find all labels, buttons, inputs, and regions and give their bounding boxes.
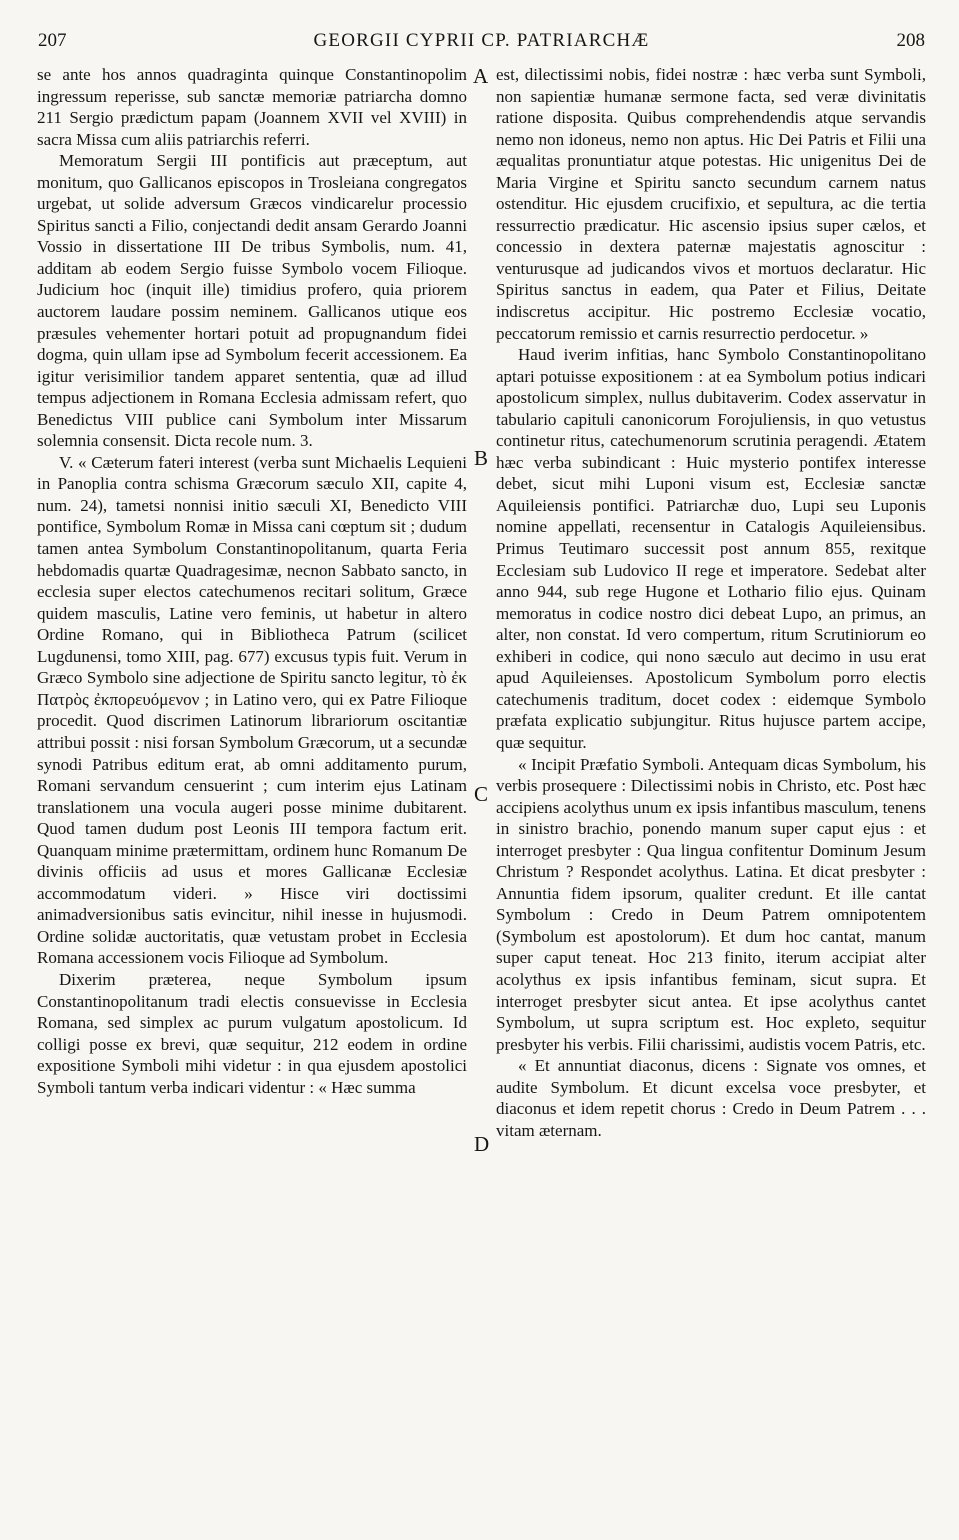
- margin-letter-c: C: [474, 782, 489, 806]
- page-number-right: 208: [896, 30, 925, 51]
- page-header: [38, 30, 925, 54]
- left-paragraph-2: Memoratum Sergii III pontificis aut præceptum, aut monitum, quo Gallicanos episcopos in Trosleiana congregatos urgebat, ut solide adversum Græcos vindicarelur processio Spiritus sancti a Filio, conjectandi dedit ansam Gerardo Joanni Vossio in dissertatione III De tribus Symbolis, num. 41, additam ab eodem Sergio fuisse Symbolo vocem Filioque. Judicium hoc (inquit ille) timidius profero, quia priorem auctorem laudare possim neminem. Gallicanos utique eos præsules vehementer hortari potuit ad propugnandum fidei dogma, quin ullam ipse ad Symbolum fecerit accessionem. Ea igitur verisimilior tandem apparet sententia, quæ ad illud tempus adjectionem in Romana Ecclesia admissam refert, quo Benedictus VIII publice cani Symbolum inter Missarum solemnia consensit. Dicta recole num. 3.: [37, 151, 467, 451]
- margin-letter-d: D: [474, 1132, 490, 1156]
- right-paragraph-4: « Et annuntiat diaconus, dicens : Signate vos omnes, et audite Symbolum. Et dicunt excelsa voce presbyter, et diaconus et idem repetit chorus : Credo in Deum Patrem . . . vitam æternam.: [496, 1056, 926, 1140]
- right-column: [496, 64, 926, 1141]
- left-column: [37, 64, 467, 1098]
- right-paragraph-2: Haud iverim infitias, hanc Symbolo Constantinopolitano aptari potuisse expositionem : at ea Symbolum potius indicari apostolicum simplex, nullus dubitaverim. Codex asservatur in tabulario capituli canonicorum Forojuliensis, in quo vetustus continetur ritus, catechumenorum scrutinia peragendi. Ætatem hæc verba subindicant : Huic mysterio pontifex interesse debet, sicut mihi Luponi visum est, Ecclesiæ sanctæ Aquileiensis pontifici. Patriarchæ duo, Lupi seu Luponis nomine appellati, recensentur in Catalogis Aquileiensibus. Primus Teutimaro successit post annum 855, rexitque Ecclesiam sub Ludovico II rege et imperatore. Sedebat alter anno 944, sub rege Hugone et Lothario filio ejus. Quinam memoratus in codice nostro dici debeat Lupo, an primus, an alter, non constat. Id vero compertum, ritum Scrutiniorum eo exhiberi in codice, qui nono sæculo aut decimo in usu erat apud Aquileienses. Apostolicum Symbolum porro electis catechumenis traditum, docet codex : eidemque Symbolo præfata explicatio subjungitur. Ritus hujusce partem accipe, quæ sequitur.: [496, 345, 926, 752]
- right-paragraph-3: « Incipit Præfatio Symboli. Antequam dicas Symbolum, his verbis prosequere : Dilectissimi nobis in Christo, etc. Post hæc accipiens acolythus unum ex ipsis infantibus masculum, tenens in sinistro brachio, ponendo manum super caput ejus : et interroget presbyter : Qua lingua confitentur Dominum Jesum Christum ? Respondet acolythus. Latina. Et dicat presbyter : Annuntia fidem ipsorum, qualiter credunt. Et ille cantat Symbolum : Credo in Deum Patrem omnipotentem (Symbolum est apostolorum). Et dum hoc cantat, manum super caput teneat. Hoc 213 finito, iterum accipiat alter acolythus ex ipsis infantibus feminam, sicut supra. Et interroget presbyter sicut antea. Et ipse acolythus cantet Symbolum, ut supra scriptum est. Hoc expleto, sequitur presbyter his verbis. Filii charissimi, audistis vocem Patris, etc.: [496, 754, 926, 1054]
- left-paragraph-4: Dixerim præterea, neque Symbolum ipsum Constantinopolitanum tradi electis consuevisse in Ecclesia Romana, sed simplex ac purum vulgatum apostolicum. Id colligi posse ex brevi, quæ sequitur, 212 eodem in ordine expositione Symboli mihi videtur : in qua ejusdem apostolici Symboli tantum verba indicari videntur : « Hæc summa: [37, 969, 467, 1097]
- margin-letter-b: B: [474, 446, 489, 470]
- running-title: GEORGII CYPRII CP. PATRIARCHÆ: [313, 30, 650, 51]
- right-paragraph-1: est, dilectissimi nobis, fidei nostræ : hæc verba sunt Symboli, non sapientiæ humanæ sermone facta, sed veræ divinitatis ratione disposita. Quibus comprehendendis atque servandis nemo non idoneus, nemo non aptus. Hic Dei Patris et Filii una æqualitas pronuntiatur atque potestas. Hic unigenitus Dei de Maria Virgine et Spiritu sancto secundum carnem natus ostenditur. Hic ejusdem crucifixio, et sepultura, ac die tertia ressurrectio prædicatur. Hic ascensio ipsius super cælos, et concessio in dextera paternæ majestatis agnoscitur : venturusque ad judicandos vivos et mortuos declaratur. Hic Spiritus sanctus in eadem, qua Pater et Filius, Deitate indiscretus accipitur. Hic postremo Ecclesiæ vocatio, peccatorum remissio et carnis resurrectio perdocetur. »: [496, 65, 926, 343]
- left-paragraph-1: se ante hos annos quadraginta quinque Constantinopolim ingressum reperisse, sub sanctæ memoriæ patriarcha domno 211 Sergio prædictum papam (Joannem XVII vel XVIII) in sacra Missa cum aliis patriarchis referri.: [37, 65, 467, 149]
- margin-letter-a: A: [473, 64, 489, 88]
- left-paragraph-3: V. « Cæterum fateri interest (verba sunt Michaelis Lequieni in Panoplia contra schisma Græcorum sæculo XII, capite 4, num. 24), tametsi nonnisi initio sæculi XI, Benedicto VIII pontifice, Symbolum Romæ in Missa cani cœptum sit ; dudum tamen antea Symbolum Constantinopolitanum, quarta Feria hebdomadis quartæ Quadragesimæ, necnon Sabbato sancto, in ecclesia super electos catechumenos recitari solitum, Græce quidem masculis, Latine vero feminis, ut habetur in altero Ordine Romano, qui in Bibliotheca Patrum (scilicet Lugdunensi, tomo XIII, pag. 677) excusus typis fuit. Verum in Græco Symbolo sine adjectione de Spiritu sancto legitur, τὸ ἐκ Πατρὸς ἐκπορευόμενον ; in Latino vero, qui ex Patre Filioque procedit. Quod discrimen Latinorum librariorum oscitantiæ attribui possit : nisi forsan Symbolum Græcorum, ut a secundæ synodi Patribus editum erat, ab omni additamento purum, Romani servandum censuerint ; cum interim ejus Latinam translationem una vocula augeri posse minime dubitarent. Quod tamen dudum post Leonis III tempora factum erit. Quanquam minime prætermittam, ordinem hunc Romanum De divinis officiis ad usus et mores Gallicanæ Ecclesiæ accommodatum videri. » Hisce viri doctissimi animadversionibus satis evincitur, nihil inesse in hujusmodi. Ordine solidæ auctoritatis, quæ vetustam probet in Ecclesia Romana accessionem vocis Filioque ad Symbolum.: [37, 452, 467, 968]
- page-number-left: 207: [38, 30, 67, 51]
